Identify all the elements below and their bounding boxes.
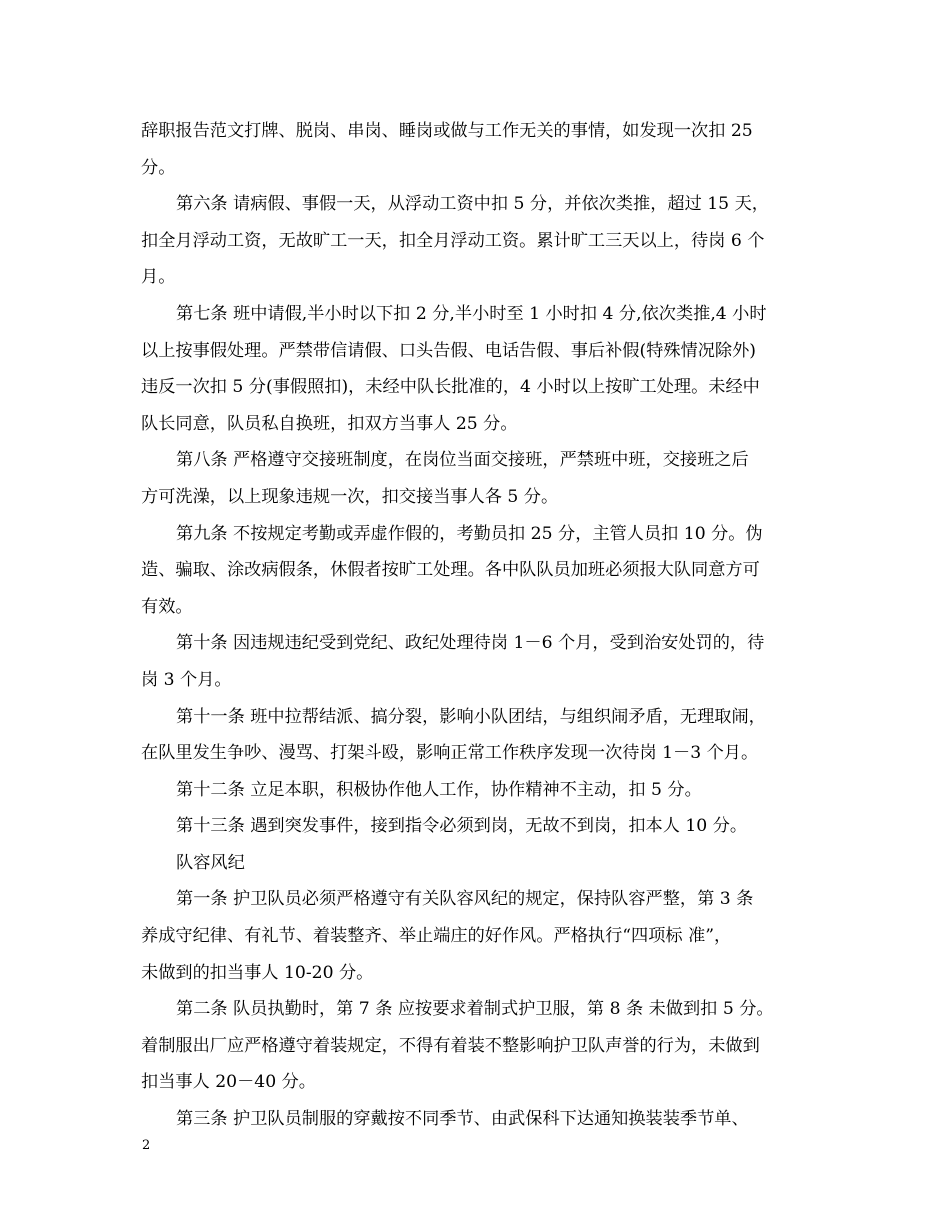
text-line: 扣全月浮动工资，无故旷工一天，扣全月浮动工资。累计旷工三天以上，待岗 6 个: [141, 230, 765, 251]
paragraph: [141, 516, 813, 626]
text-line: 有效。: [141, 596, 193, 617]
paragraph: [141, 113, 813, 186]
paragraph: [141, 881, 813, 991]
paragraph: [141, 1101, 813, 1138]
text-line: 第八条 严格遵守交接班制度，在岗位当面交接班，严禁班中班，交接班之后: [176, 450, 749, 471]
text-line: 第十二条 立足本职，积极协作他人工作，协作精神不主动，扣 5 分。: [176, 779, 702, 800]
text-line: 队长同意，队员私自换班，扣双方当事人 25 分。: [141, 413, 518, 434]
paragraph: [141, 845, 813, 882]
text-line: 着制服出厂应严格遵守着装规定，不得有着装不整影响护卫队声誉的行为，未做到: [141, 1035, 760, 1056]
text-line: 第十三条 遇到突发事件，接到指令必须到岗，无故不到岗，扣本人 10 分。: [176, 816, 748, 837]
paragraph: [141, 296, 813, 442]
text-line: 辞职报告范文打牌、脱岗、串岗、睡岗或做与工作无关的事情，如发现一次扣 25: [141, 121, 753, 141]
text-line: 第九条 不按规定考勤或弄虚作假的，考勤员扣 25 分，主管人员扣 10 分。伪: [176, 523, 763, 544]
text-line: 违反一次扣 5 分(事假照扣)，未经中队长批准的，4 小时以上按旷工处理。未经中: [141, 377, 760, 398]
paragraph: [141, 991, 813, 1101]
text-line: 第三条 护卫队员制服的穿戴按不同季节、由武保科下达通知换装装季节单、: [176, 1109, 749, 1130]
paragraph: [141, 442, 813, 515]
text-line: 月。: [141, 267, 176, 288]
text-line: 分。: [141, 157, 176, 178]
paragraph: [141, 808, 813, 845]
text-line: 未做到的扣当事人 10-20 分。: [141, 962, 374, 983]
text-line: 方可洗澡，以上现象违规一次，扣交接当事人各 5 分。: [141, 486, 559, 507]
page-number: 2: [142, 1138, 151, 1153]
text-line: 第二条 队员执勤时，第 7 条 应按要求着制式护卫服，第 8 条 未做到扣 5 分。: [176, 999, 774, 1020]
text-line: 第十条 因违规违纪受到党纪、政纪处理待岗 1－6 个月，受到治安处罚的，待: [176, 633, 765, 654]
text-line: 养成守纪律、有礼节、着装整齐、举止端庄的好作风。严格执行“四项标 准”，: [141, 926, 732, 947]
paragraph: [141, 772, 813, 809]
text-line: 岗 3 个月。: [141, 669, 232, 690]
paragraph: [141, 625, 813, 698]
paragraph: [141, 699, 813, 772]
text-line: 第十一条 班中拉帮结派、搞分裂，影响小队团结，与组织闹矛盾，无理取闹，: [176, 706, 766, 727]
text-line: 第六条 请病假、事假一天，从浮动工资中扣 5 分，并依次类推，超过 15 天，: [176, 194, 769, 215]
text-line: 队容风纪: [176, 852, 245, 873]
text-line: 在队里发生争吵、漫骂、打架斗殴，影响正常工作秩序发现一次待岗 1－3 个月。: [141, 743, 759, 764]
paragraph: [141, 186, 813, 296]
text-line: 扣当事人 20－40 分。: [141, 1072, 316, 1093]
text-line: 第一条 护卫队员必须严格遵守有关队容风纪的规定，保持队容严整，第 3 条: [176, 889, 754, 910]
body-text: [141, 113, 813, 1138]
text-line: 以上按事假处理。严禁带信请假、口头告假、电话告假、事后补假(特殊情况除外): [141, 340, 756, 361]
text-line: 造、骗取、涂改病假条，休假者按旷工处理。各中队队员加班必须报大队同意方可: [141, 560, 760, 581]
text-line: 第七条 班中请假,半小时以下扣 2 分,半小时至 1 小时扣 4 分,依次类推,4 小时: [176, 303, 767, 324]
